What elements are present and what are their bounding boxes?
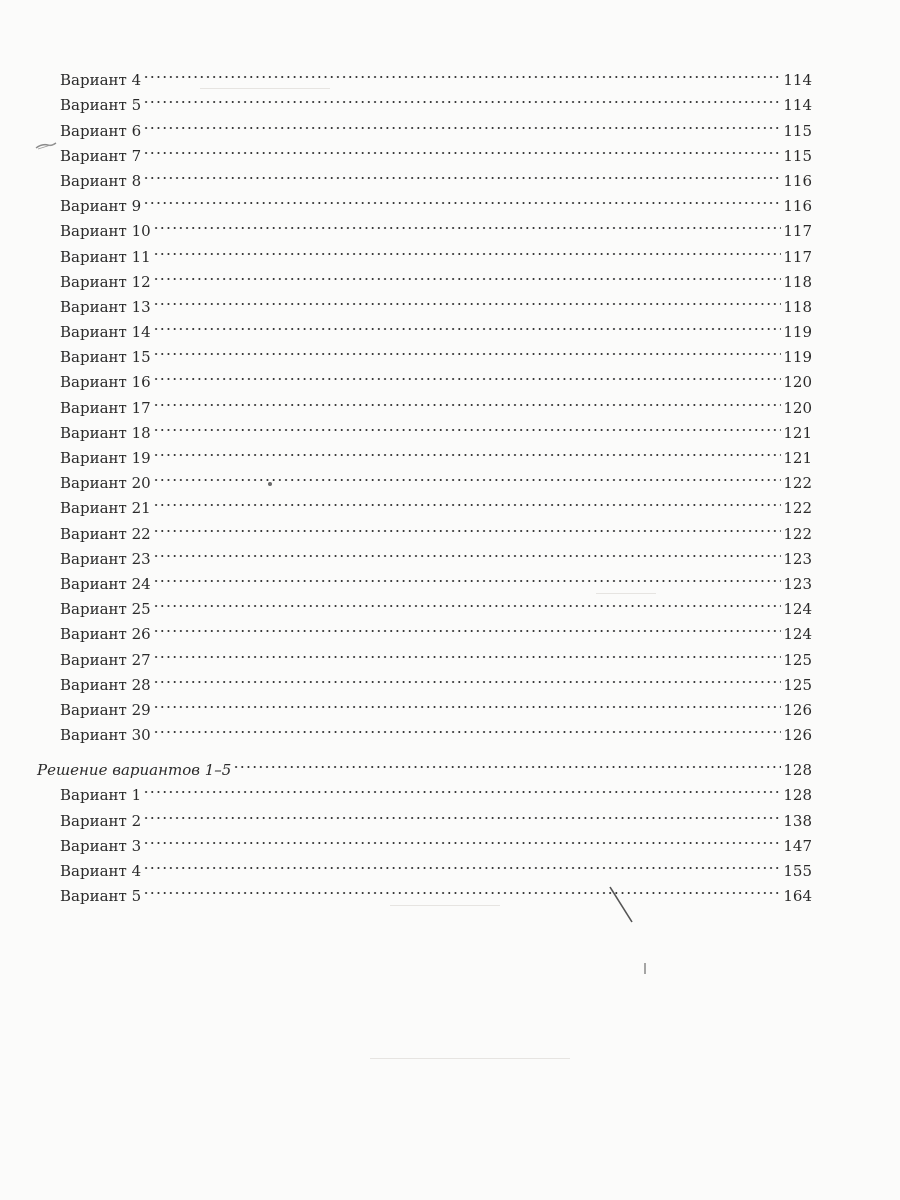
- toc-entry-label: Вариант 21: [60, 496, 153, 521]
- toc-entry: [60, 211, 812, 241]
- toc-entry-label: Вариант 25: [60, 597, 153, 622]
- toc-entry: [60, 639, 812, 669]
- toc-entry-label: Вариант 12: [60, 270, 153, 295]
- toc-entry: [60, 488, 812, 518]
- toc-entry-page-number: 123: [783, 549, 812, 568]
- toc-entry-page-number: 138: [783, 811, 812, 830]
- toc-entry: [60, 876, 812, 906]
- toc-leader-dots: [153, 639, 782, 664]
- toc-entry-page-number: 126: [783, 700, 812, 719]
- toc-entry-page-number: 116: [783, 197, 812, 216]
- toc-entry-page-number: 125: [783, 650, 812, 669]
- toc-entry: [60, 851, 812, 880]
- toc-entry-page-number: 126: [783, 726, 812, 745]
- toc-section-heading: [37, 750, 812, 780]
- toc-entry: [60, 589, 812, 619]
- toc-entry: [60, 539, 812, 568]
- toc-entry-page-number: 119: [783, 323, 812, 342]
- toc-entry-label: Вариант 24: [60, 572, 153, 597]
- toc-entry-page-number: 123: [783, 574, 812, 593]
- toc-entry-label: Вариант 19: [60, 446, 153, 471]
- toc-entry-page-number: 119: [783, 348, 812, 367]
- toc-leader-dots: [143, 775, 781, 800]
- bleed-through-line: [390, 905, 500, 906]
- toc-leader-dots: [153, 337, 782, 362]
- toc-entry-label: Вариант 5: [60, 93, 143, 118]
- toc-entry: [60, 387, 812, 417]
- toc-entry: [60, 337, 812, 367]
- toc-entry: [60, 614, 812, 644]
- toc-entry-label: Вариант 20: [60, 471, 153, 496]
- toc-entry-page-number: 164: [783, 887, 812, 906]
- toc-entry-page-number: 116: [783, 171, 812, 190]
- toc-entry: [60, 312, 812, 342]
- toc-leader-dots: [143, 136, 781, 161]
- toc-leader-dots: [153, 715, 782, 740]
- toc-entry-page-number: 147: [783, 836, 812, 855]
- toc-leader-dots: [153, 665, 782, 690]
- toc-entry: [60, 186, 812, 216]
- toc-leader-dots: [143, 60, 781, 85]
- toc-group-solutions: [60, 775, 812, 906]
- toc-entry-label: Вариант 11: [60, 245, 153, 270]
- toc-entry-page-number: 122: [783, 474, 812, 493]
- toc-leader-dots: [153, 438, 782, 463]
- toc-entry-label: Вариант 28: [60, 673, 153, 698]
- toc-leader-dots: [153, 513, 782, 538]
- toc-leader-dots: [153, 413, 782, 438]
- toc-entry: [60, 715, 812, 745]
- toc-entry-label: Вариант 13: [60, 295, 153, 320]
- toc-leader-dots: [143, 800, 781, 825]
- toc-leader-dots: [143, 826, 781, 851]
- speck-icon: [642, 962, 648, 976]
- toc-entry: [60, 85, 812, 115]
- toc-entry-page-number: 122: [783, 499, 812, 518]
- pencil-mark-icon: [34, 140, 58, 152]
- toc-entry: [60, 826, 812, 855]
- toc-leader-dots: [153, 211, 782, 236]
- toc-entry-label: Вариант 26: [60, 622, 153, 647]
- toc-leader-dots: [153, 564, 782, 589]
- toc-leader-dots: [153, 488, 782, 513]
- toc-leader-dots: [153, 589, 782, 614]
- toc-entry: [60, 161, 812, 190]
- toc-entry-page-number: 121: [783, 423, 812, 442]
- table-of-contents: [37, 60, 812, 906]
- toc-entry-label: Вариант 2: [60, 809, 143, 834]
- toc-leader-dots: [233, 750, 781, 775]
- toc-entry: [60, 513, 812, 543]
- toc-entry-page-number: 115: [783, 121, 812, 140]
- toc-leader-dots: [153, 463, 782, 488]
- toc-entry-page-number: 114: [783, 96, 812, 115]
- toc-section-page-number: 128: [783, 761, 812, 780]
- toc-entry-label: Вариант 4: [60, 68, 143, 93]
- toc-entry-label: Вариант 16: [60, 370, 153, 395]
- toc-entry-page-number: 124: [783, 625, 812, 644]
- toc-leader-dots: [153, 236, 782, 261]
- toc-leader-dots: [143, 186, 781, 211]
- toc-group-variants: [60, 60, 812, 745]
- toc-entry-label: Вариант 14: [60, 320, 153, 345]
- toc-leader-dots: [153, 312, 782, 337]
- toc-entry-page-number: 121: [783, 449, 812, 467]
- toc-leader-dots: [153, 387, 782, 412]
- toc-entry-label: Вариант 3: [60, 834, 143, 859]
- toc-entry-label: Вариант 22: [60, 522, 153, 547]
- toc-entry: [60, 800, 812, 830]
- toc-entry-label: Вариант 23: [60, 547, 153, 572]
- toc-entry-label: Вариант 1: [60, 783, 143, 808]
- toc-leader-dots: [153, 262, 782, 287]
- toc-entry: [60, 287, 812, 316]
- toc-entry: [60, 413, 812, 442]
- toc-leader-dots: [153, 690, 782, 715]
- toc-leader-dots: [143, 876, 781, 901]
- toc-entry: [60, 775, 812, 805]
- toc-leader-dots: [143, 110, 781, 135]
- toc-entry-page-number: 155: [783, 862, 812, 880]
- toc-entry-page-number: 125: [783, 675, 812, 694]
- toc-entry-page-number: 118: [783, 297, 812, 316]
- toc-entry-label: Вариант 15: [60, 345, 153, 370]
- toc-entry-label: Вариант 17: [60, 396, 153, 421]
- toc-entry-page-number: 120: [783, 398, 812, 417]
- toc-entry-label: Вариант 30: [60, 723, 153, 748]
- toc-leader-dots: [153, 614, 782, 639]
- toc-entry-label: Вариант 18: [60, 421, 153, 446]
- toc-entry-page-number: 115: [783, 146, 812, 165]
- toc-leader-dots: [143, 85, 781, 110]
- toc-entry-label: Вариант 4: [60, 859, 143, 884]
- toc-entry-label: Вариант 29: [60, 698, 153, 723]
- toc-entry-page-number: 124: [783, 600, 812, 619]
- toc-entry-label: Вариант 9: [60, 194, 143, 219]
- toc-entry: [60, 60, 812, 90]
- toc-entry-page-number: 120: [783, 373, 812, 392]
- bleed-through-line: [370, 1058, 570, 1059]
- toc-entry-page-number: 118: [783, 272, 812, 291]
- toc-entry: [60, 236, 812, 266]
- toc-leader-dots: [153, 539, 782, 564]
- toc-entry-label: Вариант 27: [60, 648, 153, 673]
- toc-entry: [60, 463, 812, 493]
- toc-leader-dots: [143, 161, 781, 186]
- toc-entry-page-number: 122: [783, 524, 812, 543]
- toc-entry-label: Вариант 6: [60, 119, 143, 144]
- toc-entry: [60, 110, 812, 140]
- toc-entry: [60, 362, 812, 392]
- toc-entry-page-number: 117: [783, 222, 812, 241]
- toc-entry-label: Вариант 7: [60, 144, 143, 169]
- toc-leader-dots: [143, 851, 781, 876]
- toc-entry: [60, 690, 812, 719]
- toc-entry: [60, 438, 812, 467]
- toc-entry: [60, 262, 812, 291]
- toc-entry: [60, 665, 812, 694]
- toc-leader-dots: [153, 287, 782, 312]
- toc-entry: [60, 564, 812, 593]
- toc-entry-page-number: 114: [783, 71, 812, 90]
- toc-entry: [60, 136, 812, 165]
- toc-entry-label: Вариант 8: [60, 169, 143, 194]
- toc-leader-dots: [153, 362, 782, 387]
- toc-entry-label: Вариант 10: [60, 219, 153, 244]
- toc-entry-page-number: 128: [783, 786, 812, 805]
- toc-entry-label: Вариант 5: [60, 884, 143, 909]
- toc-section-label: Решение вариантов 1–5: [37, 758, 233, 783]
- toc-entry-page-number: 117: [783, 247, 812, 266]
